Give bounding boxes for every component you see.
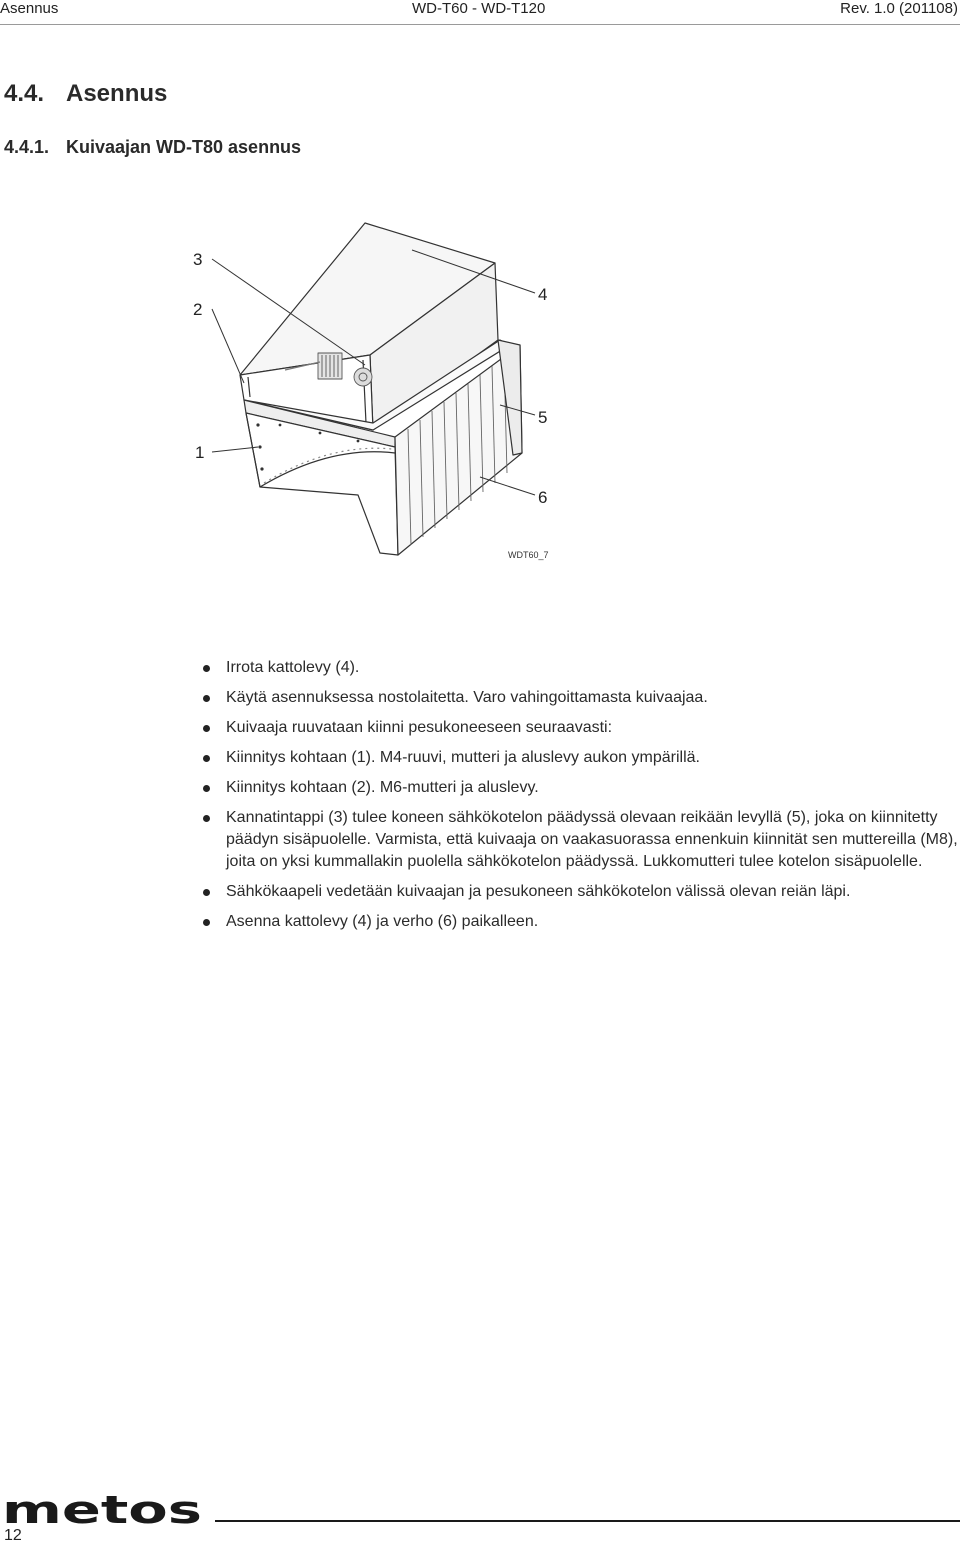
bullet-icon bbox=[203, 815, 210, 822]
page-number: 12 bbox=[4, 1527, 22, 1544]
callout-1: 1 bbox=[195, 443, 205, 462]
list-item bbox=[200, 657, 960, 679]
list-item bbox=[200, 911, 960, 933]
step-text: Käytä asennuksessa nostolaitetta. Varo vahingoittamasta kuivaajaa. bbox=[226, 689, 708, 706]
metos-logo bbox=[2, 1493, 206, 1527]
list-item bbox=[200, 881, 960, 903]
dryer-installation-figure bbox=[180, 215, 570, 575]
list-item bbox=[200, 747, 960, 769]
subsection-heading bbox=[4, 136, 301, 158]
step-text: Kiinnitys kohtaan (2). M6-mutteri ja aluslevy. bbox=[226, 779, 539, 796]
bullet-icon bbox=[203, 889, 210, 896]
list-item bbox=[200, 717, 960, 739]
header-model: WD-T60 - WD-T120 bbox=[412, 0, 546, 17]
step-text: Asenna kattolevy (4) ja verho (6) paikalleen. bbox=[226, 913, 539, 930]
installation-steps bbox=[200, 657, 960, 941]
callout-6: 6 bbox=[538, 488, 548, 507]
callout-5: 5 bbox=[538, 408, 548, 427]
subsection-title: Kuivaajan WD-T80 asennus bbox=[66, 137, 302, 157]
bullet-icon bbox=[203, 755, 210, 762]
bullet-icon bbox=[203, 725, 210, 732]
figure-code: WDT60_7 bbox=[508, 550, 549, 560]
bullet-icon bbox=[203, 785, 210, 792]
bullet-icon bbox=[203, 919, 210, 926]
callout-3: 3 bbox=[193, 250, 203, 269]
callout-2: 2 bbox=[193, 300, 203, 319]
subsection-number: 4.4.1. bbox=[4, 137, 50, 157]
list-item bbox=[200, 687, 960, 709]
logo-text: metos bbox=[2, 1493, 202, 1527]
list-item bbox=[200, 807, 960, 873]
header-revision: Rev. 1.0 (201108) bbox=[840, 0, 958, 17]
step-text: Sähkökaapeli vedetään kuivaajan ja pesukoneen sähkökotelon välissä olevan reiän läpi. bbox=[226, 883, 851, 900]
footer-divider bbox=[215, 1520, 960, 1522]
step-text: Kannatintappi (3) tulee koneen sähkökotelon päädyssä olevaan reikään levyllä (5), joka on kiinnitetty päädyn sisäpuolelle. Varmista, että kuivaaja on vaakasuorassa ennenkuin kiinnität sen muttereilla (M8), joita on yksi kummallakin puolella sähkökotelon päädyssä. Lukkomutteri tulee kotelon sisäpuolelle. bbox=[226, 809, 958, 870]
step-text: Kuivaaja ruuvataan kiinni pesukoneeseen seuraavasti: bbox=[226, 719, 613, 736]
callout-4: 4 bbox=[538, 285, 548, 304]
step-text: Irrota kattolevy (4). bbox=[226, 659, 360, 676]
section-heading bbox=[4, 80, 167, 108]
section-number: 4.4. bbox=[4, 80, 45, 107]
header-section-title: Asennus bbox=[0, 0, 59, 17]
bullet-icon bbox=[203, 665, 210, 672]
bullet-icon bbox=[203, 695, 210, 702]
list-item bbox=[200, 777, 960, 799]
header-divider bbox=[0, 24, 960, 25]
section-title: Asennus bbox=[66, 80, 168, 107]
step-text: Kiinnitys kohtaan (1). M4-ruuvi, mutteri ja aluslevy aukon ympärillä. bbox=[226, 749, 700, 766]
